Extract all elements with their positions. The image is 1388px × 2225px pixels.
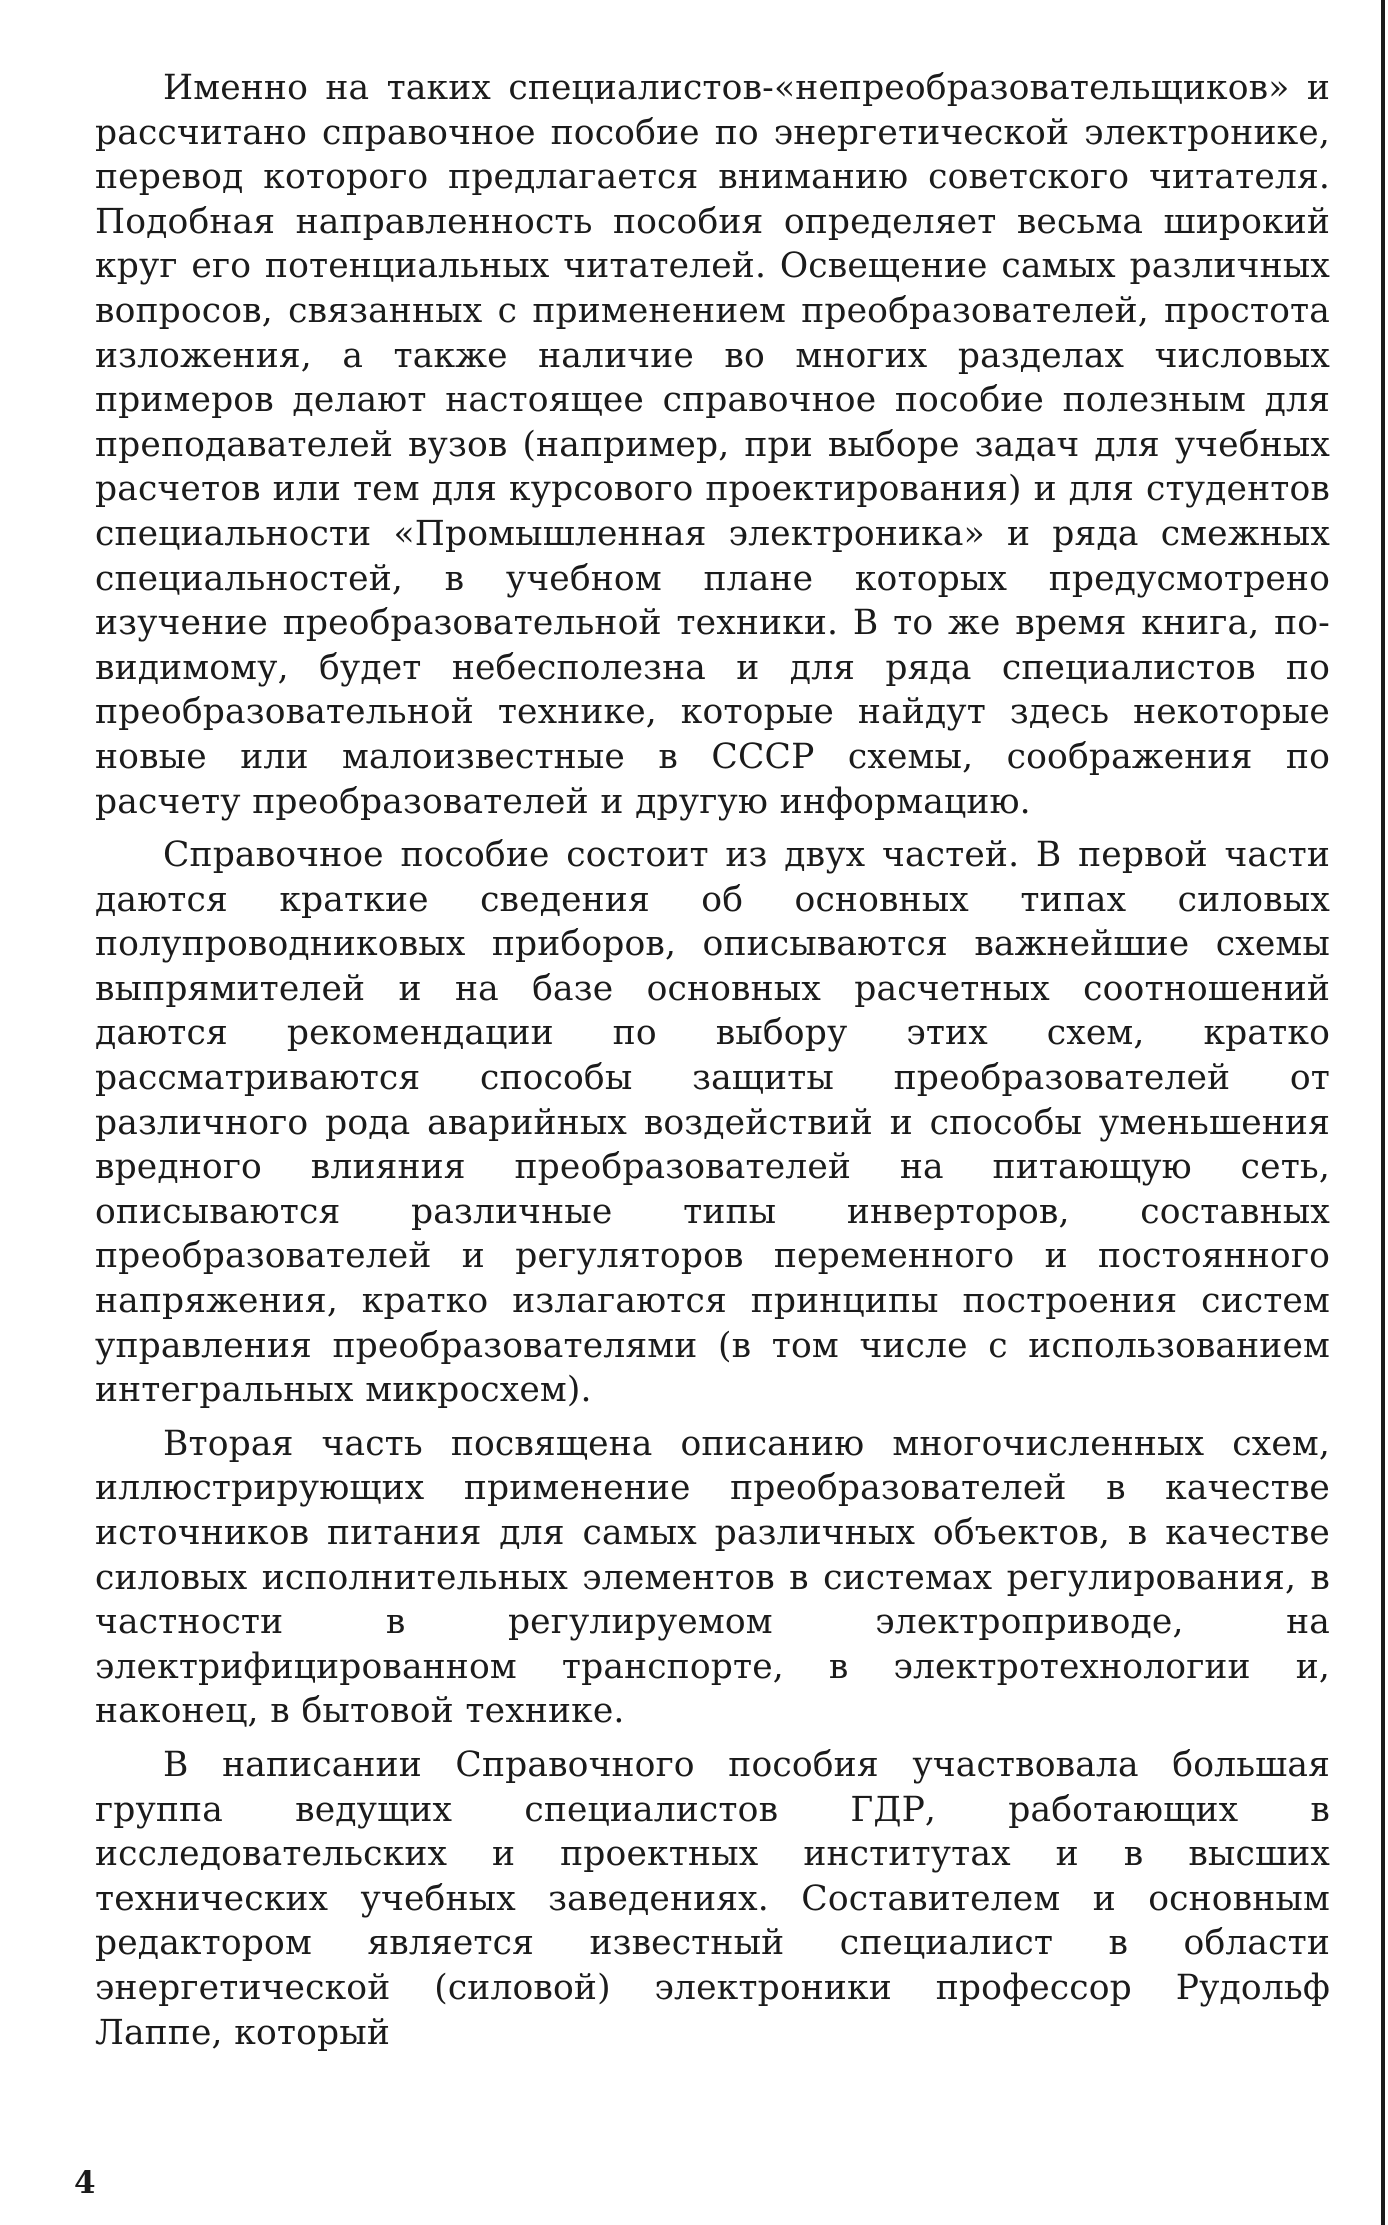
page-edge-divider	[1381, 0, 1385, 2225]
paragraph-part-two: Вторая часть посвящена описанию многочисленных схем, иллюстрирующих применение преобразователей в качестве источников питания для самых различных объектов, в качестве силовых исполнительных элементов в системах регулирования, в частности в регулируемом электроприводе, на электрифицированном транспорте, в электротехнологии и, наконец, в бытовой технике.	[95, 1423, 1330, 1732]
paragraph-part-one: Справочное пособие состоит из двух частей. В первой части даются краткие сведения об основных типах силовых полупроводниковых приборов, описываются важнейшие схемы выпрямителей и на базе основных расчетных соотношений даются рекомендации по выбору этих схем, кратко рассматриваются способы защиты преобразователей от различного рода аварийных воздействий и способы уменьшения вредного влияния преобразователей на питающую сеть, описываются различные типы инверторов, составных преобразователей и регуляторов переменного и постоянного напряжения, кратко излагаются принципы построения систем управления преобразователями (в том числе с использованием интегральных микросхем).	[95, 835, 1330, 1411]
body-text	[95, 66, 1330, 2055]
paragraph-authors: В написании Справочного пособия участвовала большая группа ведущих специалистов ГДР, работающих в исследовательских и проектных институтах и в высших технических учебных заведениях. Составителем и основным редактором является известный специалист в области энергетической (силовой) электроники профессор Рудольф Лаппе, который	[95, 1744, 1330, 2053]
page-number: 4	[74, 2165, 96, 2201]
paragraph-target-audience: Именно на таких специалистов-«непреобразовательщиков» и рассчитано справочное пособие по энергетической электронике, перевод которого предлагается вниманию советского читателя. Подобная направленность пособия определяет весьма широкий круг его потенциальных читателей. Освещение самых различных вопросов, связанных с применением преобразователей, простота изложения, а также наличие во многих разделах числовых примеров делают настоящее справочное пособие полезным для преподавателей вузов (например, при выборе задач для учебных расчетов или тем для курсового проектирования) и для студентов специальности «Промышленная электроника» и ряда смежных специальностей, в учебном плане которых предусмотрено изучение преобразовательной техники. В то же время книга, по-видимому, будет небесполезна и для ряда специалистов по преобразовательной технике, которые найдут здесь некоторые новые или малоизвестные в СССР схемы, соображения по расчету преобразователей и другую информацию.	[95, 68, 1330, 822]
